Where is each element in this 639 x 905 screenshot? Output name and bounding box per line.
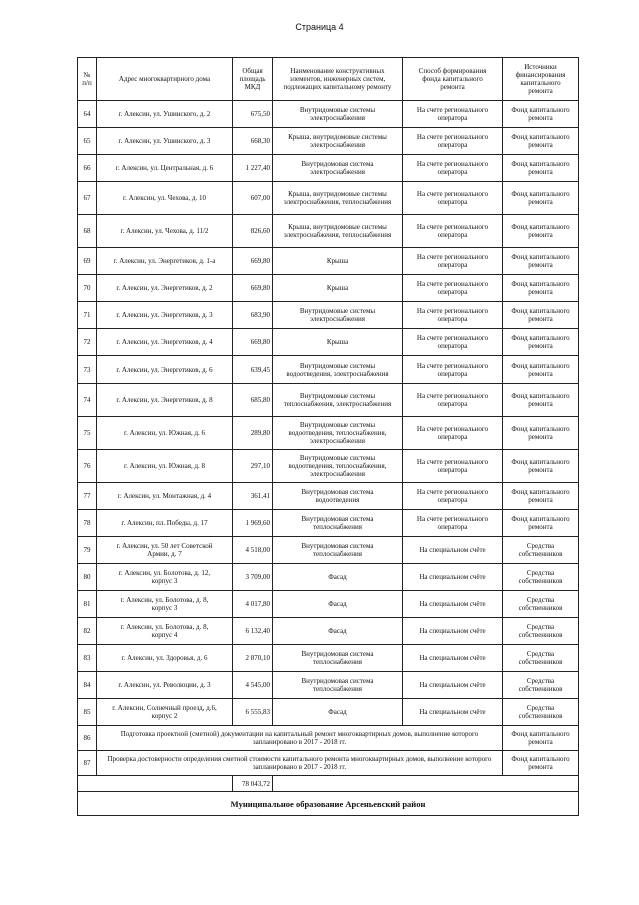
funding-method-cell: На счете регионального оператора xyxy=(403,483,503,510)
funding-method-cell: На счете регионального оператора xyxy=(403,302,503,329)
address-cell: г. Алексин, ул. Энергетиков, д. 2 xyxy=(97,275,233,302)
funding-source-cell: Средства собственников xyxy=(503,645,579,672)
funding-source-cell: Фонд капитального ремонта xyxy=(503,101,579,128)
funding-method-cell: На счете регионального оператора xyxy=(403,182,503,215)
table-row xyxy=(78,618,579,645)
funding-method-cell: На счете регионального оператора xyxy=(403,275,503,302)
elements-cell: Внутридомовые системы электроснабжения xyxy=(273,101,403,128)
row-number: 81 xyxy=(78,591,97,618)
funding-method-cell: На счете регионального оператора xyxy=(403,417,503,450)
area-cell: 607,00 xyxy=(233,182,273,215)
elements-cell: Внутридомовая система электроснабжения xyxy=(273,155,403,182)
elements-cell: Внутридомовая система теплоснабжения xyxy=(273,510,403,537)
elements-cell: Внутридомовые системы теплоснабжения, электроснабжения xyxy=(273,384,403,417)
funding-method-cell: На счете регионального оператора xyxy=(403,329,503,356)
address-cell: г. Алексин, ул. Ушинского, д. 3 xyxy=(97,128,233,155)
funding-source-cell: Фонд капитального ремонта xyxy=(503,128,579,155)
address-cell: г. Алексин, ул. Чехова, д. 11/2 xyxy=(97,215,233,248)
table-row xyxy=(78,417,579,450)
area-cell: 669,80 xyxy=(233,248,273,275)
funding-source-cell: Фонд капитального ремонта xyxy=(503,450,579,483)
table-row xyxy=(78,384,579,417)
funding-source-cell: Фонд капитального ремонта xyxy=(503,302,579,329)
funding-method-cell: На счете регионального оператора xyxy=(403,248,503,275)
row-number: 75 xyxy=(78,417,97,450)
funding-source-cell: Фонд капитального ремонта xyxy=(503,155,579,182)
funding-source-cell: Фонд капитального ремонта xyxy=(503,417,579,450)
funding-method-cell: На специальном счёте xyxy=(403,699,503,726)
table-row xyxy=(78,356,579,384)
elements-cell: Фасад xyxy=(273,699,403,726)
row-number: 77 xyxy=(78,483,97,510)
area-cell: 289,80 xyxy=(233,417,273,450)
section-title-row xyxy=(78,792,579,816)
funding-method-cell: На специальном счёте xyxy=(403,591,503,618)
table-row xyxy=(78,591,579,618)
address-cell: г. Алексин, ул. Болотова, д. 8, корпус 4 xyxy=(97,618,233,645)
funding-method-cell: На специальном счёте xyxy=(403,537,503,564)
address-cell: г. Алексин, ул. Центральная, д. 6 xyxy=(97,155,233,182)
row-number: 65 xyxy=(78,128,97,155)
area-cell: 361,41 xyxy=(233,483,273,510)
row-number: 86 xyxy=(78,726,97,751)
area-cell: 669,80 xyxy=(233,329,273,356)
area-cell: 1 969,60 xyxy=(233,510,273,537)
address-cell: г. Алексин, ул. Энергетиков, д. 1-а xyxy=(97,248,233,275)
address-cell: г. Алексин, ул. Здоровья, д. 6 xyxy=(97,645,233,672)
elements-cell: Внутридомовые системы водоотведения, теплоснабжения, электроснабжения xyxy=(273,417,403,450)
row-number: 71 xyxy=(78,302,97,329)
address-cell: г. Алексин, ул. Болотова, д. 8, корпус 3 xyxy=(97,591,233,618)
funding-method-cell: На счете регионального оператора xyxy=(403,155,503,182)
table-row xyxy=(78,215,579,248)
funding-source-cell: Средства собственников xyxy=(503,672,579,699)
area-cell: 639,45 xyxy=(233,356,273,384)
row-number: 68 xyxy=(78,215,97,248)
elements-cell: Внутридомовая система водоотведения xyxy=(273,483,403,510)
address-cell: г. Алексин, Солнечный проезд, д.6, корпус 2 xyxy=(97,699,233,726)
funding-method-cell: На счете регионального оператора xyxy=(403,128,503,155)
row-number: 82 xyxy=(78,618,97,645)
area-cell: 4 017,80 xyxy=(233,591,273,618)
elements-cell: Крыша, внутридомовые системы электроснабжения xyxy=(273,128,403,155)
row-number: 66 xyxy=(78,155,97,182)
table-row xyxy=(78,645,579,672)
total-spacer-right xyxy=(273,776,579,792)
table-row xyxy=(78,101,579,128)
elements-cell: Крыша xyxy=(273,248,403,275)
row-number: 74 xyxy=(78,384,97,417)
funding-source-cell: Фонд капитального ремонта xyxy=(503,384,579,417)
elements-cell: Внутридомовые системы электроснабжения xyxy=(273,302,403,329)
funding-source-cell: Средства собственников xyxy=(503,564,579,591)
capital-repair-table xyxy=(77,57,579,816)
area-cell: 3 709,00 xyxy=(233,564,273,591)
address-cell: г. Алексин, ул. Энергетиков, д. 6 xyxy=(97,356,233,384)
row-number: 80 xyxy=(78,564,97,591)
table-row-wide xyxy=(78,751,579,776)
funding-source-cell: Средства собственников xyxy=(503,537,579,564)
elements-cell: Внутридомовые системы водоотведения, электроснабжения xyxy=(273,356,403,384)
table-header-row xyxy=(78,58,579,101)
area-cell: 1 227,40 xyxy=(233,155,273,182)
row-number: 67 xyxy=(78,182,97,215)
row-number: 69 xyxy=(78,248,97,275)
row-number: 87 xyxy=(78,751,97,776)
elements-cell: Крыша, внутридомовые системы электроснабжения, теплоснабжения xyxy=(273,182,403,215)
total-row xyxy=(78,776,579,792)
elements-cell: Фасад xyxy=(273,591,403,618)
header-method: Способ формирования фонда капитального ремонта xyxy=(403,58,503,101)
table-row xyxy=(78,510,579,537)
funding-method-cell: На счете регионального оператора xyxy=(403,215,503,248)
funding-method-cell: На специальном счёте xyxy=(403,564,503,591)
table-row xyxy=(78,483,579,510)
header-source: Источники финансирования капитального ремонта xyxy=(503,58,579,101)
address-cell: г. Алексин, ул. Энергетиков, д. 8 xyxy=(97,384,233,417)
address-cell: г. Алексин, ул. Болотова, д. 12, корпус 3 xyxy=(97,564,233,591)
address-cell: г. Алексин, ул. Революции, д. 3 xyxy=(97,672,233,699)
table-row xyxy=(78,128,579,155)
row-number: 76 xyxy=(78,450,97,483)
table-row xyxy=(78,248,579,275)
funding-source-cell: Фонд капитального ремонта xyxy=(503,248,579,275)
funding-source-cell: Средства собственников xyxy=(503,591,579,618)
header-address: Адрес многоквартирного дома xyxy=(97,58,233,101)
funding-source-cell: Фонд капитального ремонта xyxy=(503,510,579,537)
elements-cell: Крыша xyxy=(273,275,403,302)
funding-method-cell: На счете регионального оператора xyxy=(403,384,503,417)
funding-source-cell: Фонд капитального ремонта xyxy=(503,215,579,248)
funding-source-cell: Фонд капитального ремонта xyxy=(503,329,579,356)
row-number: 73 xyxy=(78,356,97,384)
address-cell: г. Алексин, ул. Чехова, д. 10 xyxy=(97,182,233,215)
area-cell: 2 870,10 xyxy=(233,645,273,672)
funding-method-cell: На счете регионального оператора xyxy=(403,510,503,537)
area-cell: 6 555,83 xyxy=(233,699,273,726)
area-cell: 297,10 xyxy=(233,450,273,483)
row-number: 84 xyxy=(78,672,97,699)
funding-source-cell: Фонд капитального ремонта xyxy=(503,356,579,384)
funding-method-cell: На счете регионального оператора xyxy=(403,101,503,128)
area-cell: 826,60 xyxy=(233,215,273,248)
address-cell: г. Алексин, пл. Победы, д. 17 xyxy=(97,510,233,537)
elements-cell: Фасад xyxy=(273,564,403,591)
row-number: 72 xyxy=(78,329,97,356)
table-row xyxy=(78,699,579,726)
table-row xyxy=(78,275,579,302)
table-row xyxy=(78,564,579,591)
funding-method-cell: На специальном счёте xyxy=(403,672,503,699)
table-row xyxy=(78,302,579,329)
elements-cell: Крыша xyxy=(273,329,403,356)
municipality-title: Муниципальное образование Арсеньевский район xyxy=(78,792,579,816)
address-cell: г. Алексин, ул. Энергетиков, д. 4 xyxy=(97,329,233,356)
funding-source-cell: Средства собственников xyxy=(503,618,579,645)
row-number: 83 xyxy=(78,645,97,672)
address-cell: г. Алексин, ул. Монтажная, д. 4 xyxy=(97,483,233,510)
elements-cell: Внутридомовая система теплоснабжения xyxy=(273,672,403,699)
elements-cell: Крыша, внутридомовые системы электроснабжения, теплоснабжения xyxy=(273,215,403,248)
row-number: 70 xyxy=(78,275,97,302)
address-cell: г. Алексин, ул. Энергетиков, д. 3 xyxy=(97,302,233,329)
funding-method-cell: На специальном счёте xyxy=(403,645,503,672)
funding-method-cell: На специальном счёте xyxy=(403,618,503,645)
funding-method-cell: На счете регионального оператора xyxy=(403,450,503,483)
row-number: 85 xyxy=(78,699,97,726)
total-area-cell: 78 043,72 xyxy=(233,776,273,792)
page-label: Страница 4 xyxy=(295,22,344,32)
header-area: Общая площадь МКД xyxy=(233,58,273,101)
table-row xyxy=(78,329,579,356)
address-cell: г. Алексин, ул. Ушинского, д. 2 xyxy=(97,101,233,128)
row-number: 79 xyxy=(78,537,97,564)
elements-cell: Внутридомовые системы водоотведения, теплоснабжения, электроснабжения xyxy=(273,450,403,483)
area-cell: 685,80 xyxy=(233,384,273,417)
header-elements: Наименование конструктивных элементов, инженерных систем, подлежащих капитальному ремонту xyxy=(273,58,403,101)
table-row xyxy=(78,450,579,483)
funding-source-cell: Фонд капитального ремонта xyxy=(503,275,579,302)
table-row xyxy=(78,155,579,182)
work-description-cell: Проверка достоверности определения сметной стоимости капитального ремонта многоквартирных домов, выполнение которого запланировано в 2017 - 2018 гг. xyxy=(97,751,503,776)
area-cell: 668,30 xyxy=(233,128,273,155)
funding-source-cell: Фонд капитального ремонта xyxy=(503,726,579,751)
table-row-wide xyxy=(78,726,579,751)
table-row xyxy=(78,672,579,699)
header-num: № п/п xyxy=(78,58,97,101)
funding-method-cell: На счете регионального оператора xyxy=(403,356,503,384)
address-cell: г. Алексин, ул. Южная, д. 6 xyxy=(97,417,233,450)
row-number: 78 xyxy=(78,510,97,537)
area-cell: 4 518,00 xyxy=(233,537,273,564)
total-spacer xyxy=(78,776,233,792)
work-description-cell: Подготовка проектной (сметной) документации на капитальный ремонт многоквартирных домов, выполнение которого запланировано в 2017 - 2018 гг. xyxy=(97,726,503,751)
area-cell: 683,90 xyxy=(233,302,273,329)
funding-source-cell: Фонд капитального ремонта xyxy=(503,483,579,510)
address-cell: г. Алексин, ул. 50 лет Советской Армии, д. 7 xyxy=(97,537,233,564)
funding-source-cell: Фонд капитального ремонта xyxy=(503,182,579,215)
area-cell: 675,50 xyxy=(233,101,273,128)
funding-source-cell: Средства собственников xyxy=(503,699,579,726)
table-row xyxy=(78,537,579,564)
row-number: 64 xyxy=(78,101,97,128)
area-cell: 4 545,00 xyxy=(233,672,273,699)
elements-cell: Фасад xyxy=(273,618,403,645)
elements-cell: Внутридомовая система теплоснабжения xyxy=(273,537,403,564)
elements-cell: Внутридомовая система теплоснабжения xyxy=(273,645,403,672)
area-cell: 669,80 xyxy=(233,275,273,302)
area-cell: 6 132,40 xyxy=(233,618,273,645)
address-cell: г. Алексин, ул. Южная, д. 8 xyxy=(97,450,233,483)
funding-source-cell: Фонд капитального ремонта xyxy=(503,751,579,776)
table-row xyxy=(78,182,579,215)
